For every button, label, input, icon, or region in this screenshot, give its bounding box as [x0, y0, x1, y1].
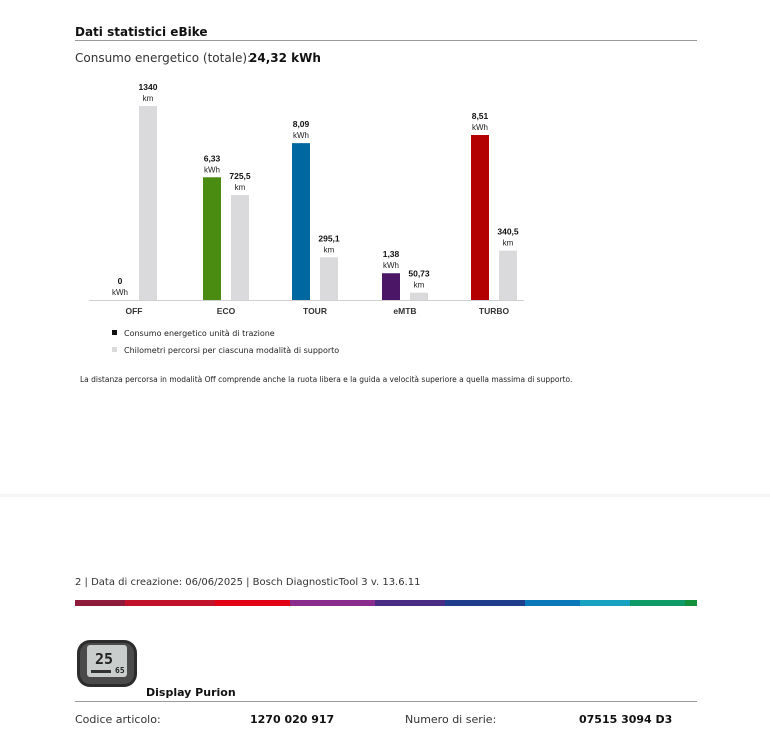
codice-value: 1270 020 917: [250, 713, 335, 726]
legend-energy-swatch: [112, 330, 117, 335]
distance-value-label-tour: 295,1: [318, 233, 340, 244]
brand-color-bar: [75, 600, 697, 606]
bar-energy-eco: [203, 177, 221, 300]
bar-distance-off: [139, 106, 157, 300]
bar-energy-turbo: [471, 135, 489, 300]
energy-unit-label-off: kWh: [112, 288, 128, 297]
distance-value-label-emtb: 50,73: [408, 268, 430, 279]
energy-unit-label-turbo: kWh: [472, 123, 488, 132]
category-label-off: OFF: [125, 306, 143, 316]
legend-energy: [112, 329, 275, 338]
device-divider: [75, 701, 697, 702]
distance-value-label-turbo: 340,5: [497, 226, 519, 237]
bar-distance-tour: [320, 257, 338, 300]
total-energy-value: 24,32 kWh: [249, 51, 321, 65]
energy-value-label-tour: 8,09: [292, 119, 310, 130]
bar-distance-eco: [231, 195, 249, 300]
distance-value-label-eco: 725,5: [229, 170, 251, 181]
legend-distance-swatch: [112, 347, 117, 352]
section-title: Dati statistici eBike: [75, 25, 208, 39]
energy-value-label-off: 0: [117, 276, 123, 286]
energy-unit-label-tour: kWh: [293, 131, 309, 141]
distance-unit-label-eco: km: [234, 182, 246, 192]
distance-value-label-off: 1340: [138, 82, 158, 92]
off-mode-note: La distanza percorsa in modalità Off comprende anche la ruota libera e la guida a velocità superiore a quella massima di supporto.: [80, 375, 573, 384]
energy-value-label-emtb: 1,38: [382, 249, 400, 260]
bar-energy-emtb: [382, 273, 400, 300]
device-name: Display Purion: [146, 686, 236, 699]
page-footer: 2 | Data di creazione: 06/06/2025 | Bosch DiagnosticTool 3 v. 13.6.11: [75, 577, 421, 588]
total-energy-label: Consumo energetico (totale):: [75, 51, 252, 65]
distance-unit-label-emtb: km: [413, 280, 425, 290]
report-page-2: [0, 497, 770, 738]
bar-distance-emtb: [410, 293, 428, 300]
bar-energy-tour: [292, 143, 310, 300]
category-label-turbo: TURBO: [478, 306, 510, 316]
bar-distance-turbo: [499, 251, 517, 300]
display-purion-image: [76, 637, 138, 689]
legend-energy-label: Consumo energetico unità di trazione: [124, 329, 275, 338]
display-speed-digits: 25: [95, 650, 114, 668]
distance-unit-label-off: km: [142, 94, 154, 103]
distance-unit-label-turbo: km: [502, 238, 514, 248]
serie-value: 07515 3094 D3: [579, 713, 673, 726]
serie-label: Numero di serie:: [405, 713, 497, 726]
category-label-tour: TOUR: [303, 306, 327, 316]
distance-unit-label-tour: km: [323, 245, 335, 255]
energy-unit-label-eco: kWh: [204, 165, 220, 175]
energy-value-label-turbo: 8,51: [471, 111, 489, 121]
category-label-eco: ECO: [216, 306, 236, 316]
energy-value-label-eco: 6,33: [203, 153, 221, 164]
codice-label: Codice articolo:: [75, 713, 161, 726]
display-secondary-digits: 65: [115, 666, 125, 675]
energy-unit-label-emtb: kWh: [383, 261, 399, 271]
legend-distance: [112, 346, 339, 355]
energy-distance-bar-chart: [0, 0, 770, 330]
legend-distance-label: Chilometri percorsi per ciascuna modalità di supporto: [124, 346, 340, 355]
category-label-emtb: eMTB: [393, 306, 417, 316]
